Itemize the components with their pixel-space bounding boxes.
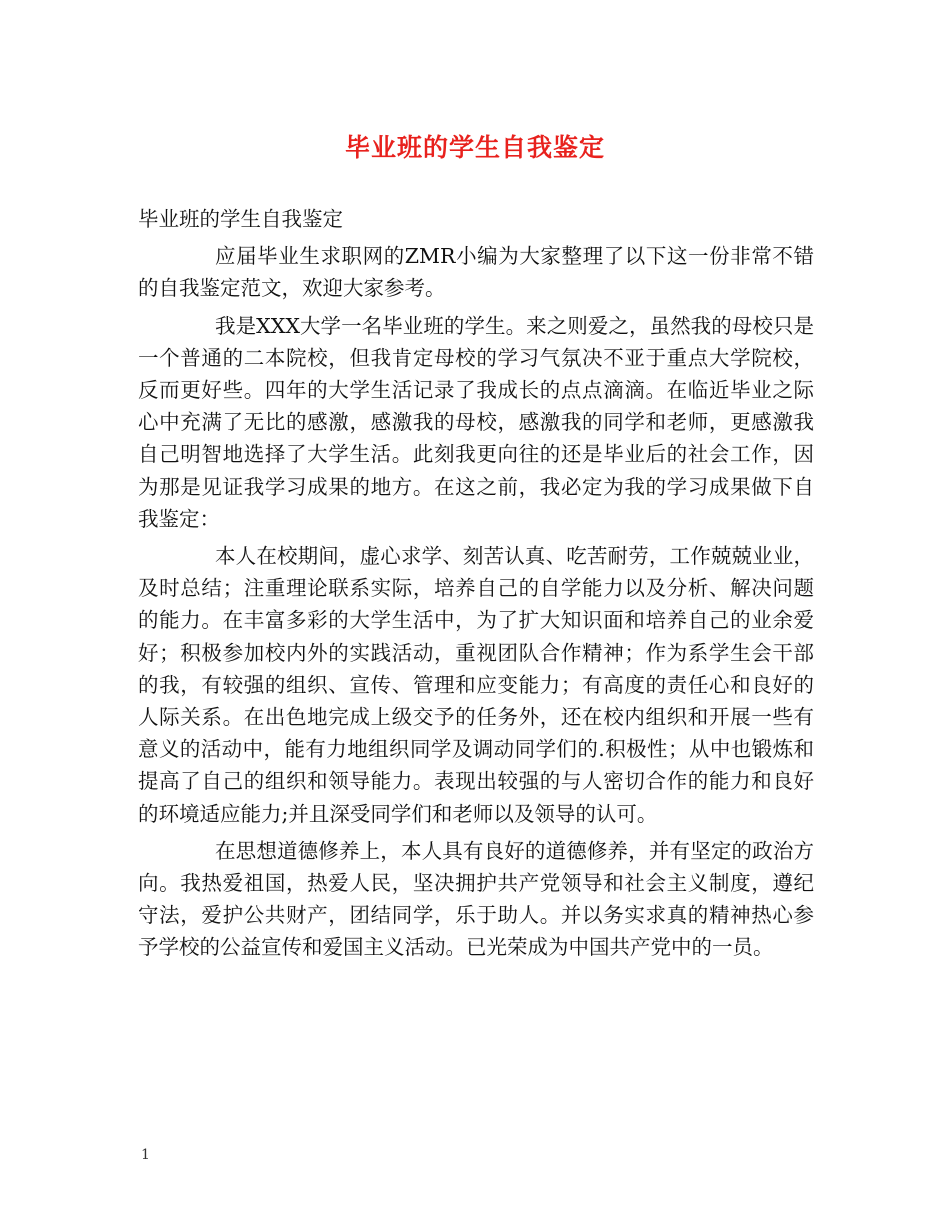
body-paragraph: 在思想道德修养上，本人具有良好的道德修养，并有坚定的政治方向。我热爱祖国，热爱人民，坚决拥护共产党领导和社会主义制度，遵纪守法，爱护公共财产，团结同学，乐于助人。并以务实求真的精神热心参予学校的公益宣传和爱国主义活动。已光荣成为中国共产党中的一员。: [138, 838, 814, 960]
subtitle-paragraph: 毕业班的学生自我鉴定: [138, 207, 343, 231]
document-title: 毕业班的学生自我鉴定: [344, 133, 605, 162]
body-paragraph: 我是XXX大学一名毕业班的学生。来之则爱之，虽然我的母校只是一个普通的二本院校，但我肯定母校的学习气氛决不亚于重点大学院校，反而更好些。四年的大学生活记录了我成长的点点滴滴。在临近毕业之际心中充满了无比的感激，感激我的母校，感激我的同学和老师，更感激我自己明智地选择了大学生活。此刻我更向往的还是毕业后的社会工作，因为那是见证我学习成果的地方。在这之前，我必定为我的学习成果做下自我鉴定：: [138, 313, 814, 531]
body-paragraph: 本人在校期间，虚心求学、刻苦认真、吃苦耐劳，工作兢兢业业，及时总结；注重理论联系实际，培养自己的自学能力以及分析、解决问题的能力。在丰富多彩的大学生活中，为了扩大知识面和培养自己的业余爱好；积极参加校内外的实践活动，重视团队合作精神；作为系学生会干部的我，有较强的组织、宣传、管理和应变能力；有高度的责任心和良好的人际关系。在出色地完成上级交予的任务外，还在校内组织和开展一些有意义的活动中，能有力地组织同学及调动同学们的.积极性；从中也锻炼和提高了自己的组织和领导能力。表现出较强的与人密切合作的能力和良好的环境适应能力;并且深受同学们和老师以及领导的认可。: [138, 544, 814, 826]
intro-paragraph: 应届毕业生求职网的ZMR小编为大家整理了以下这一份非常不错的自我鉴定范文，欢迎大家参考。: [138, 244, 814, 301]
document-body: [138, 203, 814, 969]
page-number: 1: [141, 1147, 150, 1163]
